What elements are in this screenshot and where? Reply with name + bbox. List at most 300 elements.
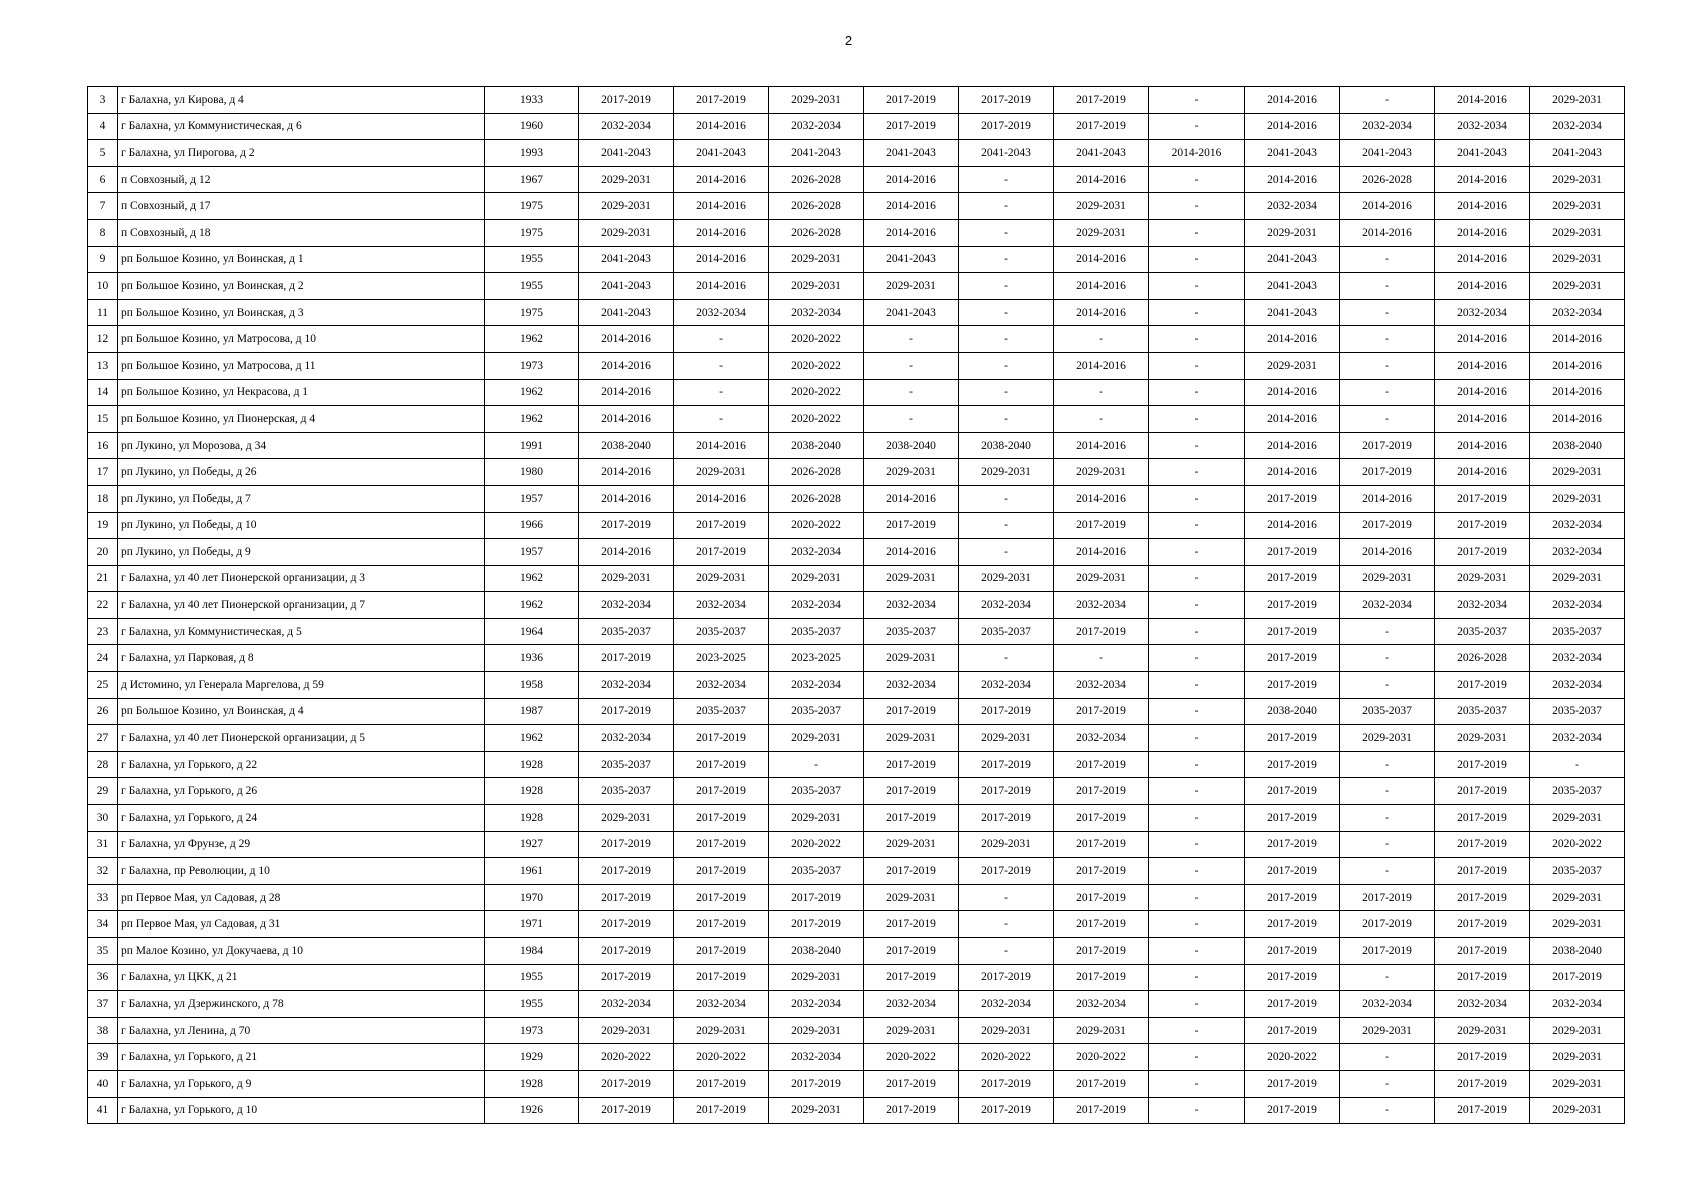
work-period-cell-8: 2017-2019	[1245, 831, 1340, 858]
work-period-cell-3: 2020-2022	[769, 326, 864, 353]
work-period-cell-4: 2041-2043	[864, 140, 959, 167]
row-number-cell: 15	[88, 406, 118, 433]
work-period-cell-3: 2032-2034	[769, 592, 864, 619]
work-period-cell-10: 2017-2019	[1435, 1070, 1530, 1097]
table-row	[88, 166, 1625, 193]
construction-year-cell: 1960	[485, 113, 579, 140]
construction-year-cell: 1929	[485, 1044, 579, 1071]
table-row	[88, 113, 1625, 140]
address-cell: рп Первое Мая, ул Садовая, д 28	[118, 884, 485, 911]
work-period-cell-4: 2029-2031	[864, 645, 959, 672]
construction-year-cell: 1970	[485, 884, 579, 911]
work-period-cell-1: 2029-2031	[579, 805, 674, 832]
work-period-cell-3: 2041-2043	[769, 140, 864, 167]
table-row	[88, 805, 1625, 832]
work-period-cell-7: -	[1149, 539, 1245, 566]
work-period-cell-5: 2029-2031	[959, 1017, 1054, 1044]
work-period-cell-11: 2029-2031	[1530, 87, 1625, 114]
work-period-cell-4: 2014-2016	[864, 219, 959, 246]
work-period-cell-2: 2032-2034	[674, 299, 769, 326]
work-period-cell-2: 2020-2022	[674, 1044, 769, 1071]
work-period-cell-5: 2032-2034	[959, 991, 1054, 1018]
work-period-cell-1: 2014-2016	[579, 539, 674, 566]
address-cell: г Балахна, ул 40 лет Пионерской организации, д 3	[118, 565, 485, 592]
work-period-cell-10: 2014-2016	[1435, 352, 1530, 379]
work-period-cell-7: -	[1149, 87, 1245, 114]
work-period-cell-10: 2032-2034	[1435, 991, 1530, 1018]
work-period-cell-9: 2029-2031	[1340, 1017, 1435, 1044]
work-period-cell-1: 2017-2019	[579, 698, 674, 725]
work-period-cell-6: 2029-2031	[1054, 219, 1149, 246]
work-period-cell-4: 2038-2040	[864, 432, 959, 459]
work-period-cell-8: 2029-2031	[1245, 219, 1340, 246]
work-period-cell-5: -	[959, 884, 1054, 911]
work-period-cell-2: 2023-2025	[674, 645, 769, 672]
work-period-cell-3: 2032-2034	[769, 1044, 864, 1071]
work-period-cell-10: 2017-2019	[1435, 884, 1530, 911]
work-period-cell-9: 2032-2034	[1340, 113, 1435, 140]
work-period-cell-2: 2017-2019	[674, 1097, 769, 1124]
work-period-cell-9: -	[1340, 778, 1435, 805]
address-cell: г Балахна, ул ЦКК, д 21	[118, 964, 485, 991]
construction-year-cell: 1975	[485, 193, 579, 220]
work-period-cell-2: 2032-2034	[674, 592, 769, 619]
work-period-cell-3: 2035-2037	[769, 698, 864, 725]
work-period-cell-9: -	[1340, 326, 1435, 353]
work-period-cell-11: 2029-2031	[1530, 273, 1625, 300]
work-period-cell-2: 2017-2019	[674, 512, 769, 539]
construction-year-cell: 1961	[485, 858, 579, 885]
work-period-cell-4: 2017-2019	[864, 964, 959, 991]
work-period-cell-2: -	[674, 379, 769, 406]
work-period-cell-1: 2014-2016	[579, 352, 674, 379]
construction-year-cell: 1962	[485, 406, 579, 433]
work-period-cell-10: 2029-2031	[1435, 1017, 1530, 1044]
work-period-cell-2: 2017-2019	[674, 725, 769, 752]
work-period-cell-2: 2014-2016	[674, 485, 769, 512]
row-number-cell: 31	[88, 831, 118, 858]
construction-year-cell: 1993	[485, 140, 579, 167]
work-period-cell-3: 2029-2031	[769, 1097, 864, 1124]
work-period-cell-8: 2029-2031	[1245, 352, 1340, 379]
work-period-cell-7: -	[1149, 911, 1245, 938]
work-period-cell-9: -	[1340, 299, 1435, 326]
work-period-cell-11: 2038-2040	[1530, 938, 1625, 965]
work-period-cell-10: 2017-2019	[1435, 672, 1530, 699]
work-period-cell-6: 2029-2031	[1054, 459, 1149, 486]
work-period-cell-11: 2014-2016	[1530, 326, 1625, 353]
row-number-cell: 24	[88, 645, 118, 672]
work-period-cell-5: 2035-2037	[959, 618, 1054, 645]
work-period-cell-10: 2017-2019	[1435, 1097, 1530, 1124]
work-period-cell-9: -	[1340, 672, 1435, 699]
work-period-cell-6: 2032-2034	[1054, 991, 1149, 1018]
work-period-cell-3: 2035-2037	[769, 618, 864, 645]
work-period-cell-9: 2026-2028	[1340, 166, 1435, 193]
work-period-cell-10: 2014-2016	[1435, 166, 1530, 193]
work-period-cell-9: -	[1340, 379, 1435, 406]
work-period-cell-9: -	[1340, 751, 1435, 778]
work-period-cell-2: -	[674, 352, 769, 379]
row-number-cell: 12	[88, 326, 118, 353]
work-period-cell-1: 2014-2016	[579, 485, 674, 512]
work-period-cell-8: 2017-2019	[1245, 1070, 1340, 1097]
work-period-cell-6: 2032-2034	[1054, 725, 1149, 752]
row-number-cell: 37	[88, 991, 118, 1018]
work-period-cell-6: 2014-2016	[1054, 485, 1149, 512]
table-row	[88, 87, 1625, 114]
work-period-cell-10: 2026-2028	[1435, 645, 1530, 672]
work-period-cell-11: 2035-2037	[1530, 778, 1625, 805]
work-period-cell-2: 2014-2016	[674, 193, 769, 220]
row-number-cell: 11	[88, 299, 118, 326]
construction-year-cell: 1967	[485, 166, 579, 193]
construction-year-cell: 1927	[485, 831, 579, 858]
row-number-cell: 21	[88, 565, 118, 592]
work-period-cell-7: -	[1149, 698, 1245, 725]
table-row	[88, 326, 1625, 353]
work-period-cell-11: 2014-2016	[1530, 379, 1625, 406]
table-row	[88, 751, 1625, 778]
work-period-cell-2: 2017-2019	[674, 87, 769, 114]
construction-year-cell: 1955	[485, 964, 579, 991]
work-period-cell-11: 2032-2034	[1530, 672, 1625, 699]
work-period-cell-4: 2017-2019	[864, 512, 959, 539]
work-period-cell-9: -	[1340, 406, 1435, 433]
work-period-cell-2: -	[674, 326, 769, 353]
row-number-cell: 28	[88, 751, 118, 778]
work-period-cell-7: -	[1149, 459, 1245, 486]
address-cell: г Балахна, ул Горького, д 21	[118, 1044, 485, 1071]
work-period-cell-6: 2029-2031	[1054, 565, 1149, 592]
work-period-cell-9: -	[1340, 1044, 1435, 1071]
work-period-cell-10: 2014-2016	[1435, 326, 1530, 353]
work-period-cell-2: 2029-2031	[674, 459, 769, 486]
work-period-cell-9: 2017-2019	[1340, 512, 1435, 539]
row-number-cell: 7	[88, 193, 118, 220]
work-period-cell-9: 2035-2037	[1340, 698, 1435, 725]
work-period-cell-11: 2029-2031	[1530, 911, 1625, 938]
work-period-cell-8: 2017-2019	[1245, 1017, 1340, 1044]
work-period-cell-3: 2017-2019	[769, 884, 864, 911]
work-period-cell-8: 2032-2034	[1245, 193, 1340, 220]
work-period-cell-2: 2029-2031	[674, 565, 769, 592]
work-period-cell-5: 2017-2019	[959, 698, 1054, 725]
table-row	[88, 406, 1625, 433]
work-period-cell-4: 2029-2031	[864, 459, 959, 486]
work-period-cell-4: -	[864, 326, 959, 353]
work-period-cell-5: -	[959, 539, 1054, 566]
work-period-cell-5: 2029-2031	[959, 831, 1054, 858]
table-row	[88, 512, 1625, 539]
row-number-cell: 20	[88, 539, 118, 566]
row-number-cell: 13	[88, 352, 118, 379]
table-row	[88, 193, 1625, 220]
work-period-cell-8: 2017-2019	[1245, 991, 1340, 1018]
work-period-cell-9: -	[1340, 805, 1435, 832]
work-period-cell-3: 2038-2040	[769, 938, 864, 965]
work-period-cell-11: 2029-2031	[1530, 193, 1625, 220]
table-row	[88, 1097, 1625, 1124]
work-period-cell-10: 2014-2016	[1435, 459, 1530, 486]
row-number-cell: 32	[88, 858, 118, 885]
work-period-cell-2: 2014-2016	[674, 113, 769, 140]
work-period-cell-8: 2017-2019	[1245, 539, 1340, 566]
work-period-cell-1: 2032-2034	[579, 725, 674, 752]
work-period-cell-6: 2017-2019	[1054, 858, 1149, 885]
work-period-cell-7: -	[1149, 219, 1245, 246]
work-period-cell-3: 2026-2028	[769, 166, 864, 193]
work-period-cell-4: 2029-2031	[864, 884, 959, 911]
work-period-cell-1: 2029-2031	[579, 166, 674, 193]
work-period-cell-6: 2017-2019	[1054, 964, 1149, 991]
work-period-cell-8: 2020-2022	[1245, 1044, 1340, 1071]
work-period-cell-11: 2032-2034	[1530, 539, 1625, 566]
address-cell: рп Большое Козино, ул Матросова, д 11	[118, 352, 485, 379]
work-period-cell-6: 2017-2019	[1054, 805, 1149, 832]
table-row	[88, 938, 1625, 965]
work-period-cell-9: -	[1340, 352, 1435, 379]
work-period-cell-3: 2020-2022	[769, 352, 864, 379]
work-period-cell-5: -	[959, 219, 1054, 246]
work-period-cell-10: 2032-2034	[1435, 299, 1530, 326]
work-period-cell-3: 2023-2025	[769, 645, 864, 672]
work-period-cell-6: 2014-2016	[1054, 352, 1149, 379]
work-period-cell-11: 2029-2031	[1530, 1097, 1625, 1124]
work-period-cell-7: -	[1149, 193, 1245, 220]
construction-year-cell: 1955	[485, 273, 579, 300]
work-period-cell-4: 2029-2031	[864, 1017, 959, 1044]
construction-year-cell: 1928	[485, 751, 579, 778]
work-period-cell-8: 2014-2016	[1245, 432, 1340, 459]
work-period-cell-2: 2017-2019	[674, 751, 769, 778]
row-number-cell: 33	[88, 884, 118, 911]
work-period-cell-9: -	[1340, 618, 1435, 645]
work-period-cell-4: 2041-2043	[864, 299, 959, 326]
work-period-cell-10: 2017-2019	[1435, 778, 1530, 805]
construction-year-cell: 1928	[485, 805, 579, 832]
address-cell: г Балахна, ул Горького, д 26	[118, 778, 485, 805]
work-period-cell-6: 2029-2031	[1054, 1017, 1149, 1044]
work-period-cell-3: 2020-2022	[769, 406, 864, 433]
work-period-cell-1: 2017-2019	[579, 911, 674, 938]
work-period-cell-7: -	[1149, 113, 1245, 140]
work-period-cell-8: 2017-2019	[1245, 805, 1340, 832]
work-period-cell-10: 2017-2019	[1435, 1044, 1530, 1071]
work-period-cell-7: -	[1149, 1017, 1245, 1044]
work-period-cell-1: 2032-2034	[579, 592, 674, 619]
work-period-cell-7: -	[1149, 725, 1245, 752]
work-period-cell-1: 2032-2034	[579, 991, 674, 1018]
work-period-cell-9: -	[1340, 831, 1435, 858]
work-period-cell-9: 2029-2031	[1340, 725, 1435, 752]
work-period-cell-2: 2017-2019	[674, 884, 769, 911]
work-period-cell-11: 2038-2040	[1530, 432, 1625, 459]
row-number-cell: 18	[88, 485, 118, 512]
work-period-cell-10: 2014-2016	[1435, 246, 1530, 273]
work-period-cell-6: 2029-2031	[1054, 193, 1149, 220]
work-period-cell-11: 2029-2031	[1530, 1070, 1625, 1097]
work-period-cell-6: 2017-2019	[1054, 512, 1149, 539]
address-cell: г Балахна, ул Горького, д 24	[118, 805, 485, 832]
work-period-cell-4: 2017-2019	[864, 751, 959, 778]
work-period-cell-8: 2014-2016	[1245, 326, 1340, 353]
table-row	[88, 1044, 1625, 1071]
work-period-cell-2: 2017-2019	[674, 539, 769, 566]
address-cell: г Балахна, ул Дзержинского, д 78	[118, 991, 485, 1018]
work-period-cell-10: 2014-2016	[1435, 406, 1530, 433]
work-period-cell-10: 2035-2037	[1435, 618, 1530, 645]
address-cell: рп Лукино, ул Победы, д 9	[118, 539, 485, 566]
work-period-cell-2: 2032-2034	[674, 672, 769, 699]
work-period-cell-7: -	[1149, 273, 1245, 300]
work-period-cell-2: 2017-2019	[674, 778, 769, 805]
address-cell: г Балахна, ул Коммунистическая, д 5	[118, 618, 485, 645]
work-period-cell-10: 2014-2016	[1435, 432, 1530, 459]
work-period-cell-1: 2014-2016	[579, 326, 674, 353]
work-period-cell-5: 2017-2019	[959, 751, 1054, 778]
work-period-cell-11: 2029-2031	[1530, 805, 1625, 832]
work-period-cell-9: 2014-2016	[1340, 219, 1435, 246]
work-period-cell-4: 2017-2019	[864, 1097, 959, 1124]
work-period-cell-1: 2029-2031	[579, 219, 674, 246]
table-row	[88, 432, 1625, 459]
work-period-cell-3: 2017-2019	[769, 1070, 864, 1097]
work-period-cell-7: -	[1149, 831, 1245, 858]
work-period-cell-2: 2017-2019	[674, 831, 769, 858]
work-period-cell-5: -	[959, 273, 1054, 300]
work-period-cell-9: 2017-2019	[1340, 911, 1435, 938]
work-period-cell-3: 2020-2022	[769, 512, 864, 539]
work-period-cell-7: -	[1149, 778, 1245, 805]
work-period-cell-2: 2014-2016	[674, 166, 769, 193]
work-period-cell-1: 2032-2034	[579, 672, 674, 699]
work-period-cell-11: 2032-2034	[1530, 299, 1625, 326]
row-number-cell: 40	[88, 1070, 118, 1097]
work-period-cell-1: 2017-2019	[579, 645, 674, 672]
construction-year-cell: 1964	[485, 618, 579, 645]
construction-year-cell: 1962	[485, 592, 579, 619]
work-period-cell-4: 2032-2034	[864, 672, 959, 699]
construction-year-cell: 1957	[485, 485, 579, 512]
work-period-cell-9: -	[1340, 246, 1435, 273]
work-period-cell-2: 2014-2016	[674, 219, 769, 246]
row-number-cell: 10	[88, 273, 118, 300]
construction-year-cell: 1928	[485, 1070, 579, 1097]
work-period-cell-8: 2017-2019	[1245, 592, 1340, 619]
work-period-cell-11: 2029-2031	[1530, 1017, 1625, 1044]
work-period-cell-3: 2029-2031	[769, 87, 864, 114]
table-row	[88, 991, 1625, 1018]
table-row	[88, 140, 1625, 167]
work-period-cell-9: 2029-2031	[1340, 565, 1435, 592]
work-period-cell-2: -	[674, 406, 769, 433]
work-period-cell-9: -	[1340, 858, 1435, 885]
work-period-cell-1: 2017-2019	[579, 938, 674, 965]
work-period-cell-7: 2014-2016	[1149, 140, 1245, 167]
work-period-cell-3: 2026-2028	[769, 219, 864, 246]
work-period-cell-2: 2035-2037	[674, 618, 769, 645]
work-period-cell-5: 2041-2043	[959, 140, 1054, 167]
work-period-cell-8: 2041-2043	[1245, 140, 1340, 167]
work-period-cell-11: 2020-2022	[1530, 831, 1625, 858]
work-period-cell-5: 2032-2034	[959, 592, 1054, 619]
work-period-cell-2: 2032-2034	[674, 991, 769, 1018]
table-row	[88, 1070, 1625, 1097]
table-row	[88, 273, 1625, 300]
work-period-cell-2: 2014-2016	[674, 432, 769, 459]
work-period-cell-5: -	[959, 326, 1054, 353]
work-period-cell-11: 2029-2031	[1530, 219, 1625, 246]
work-period-cell-11: 2029-2031	[1530, 459, 1625, 486]
work-period-cell-3: 2032-2034	[769, 672, 864, 699]
work-period-cell-10: 2017-2019	[1435, 964, 1530, 991]
address-cell: п Совхозный, д 18	[118, 219, 485, 246]
work-period-cell-3: 2038-2040	[769, 432, 864, 459]
address-cell: г Балахна, ул Горького, д 22	[118, 751, 485, 778]
work-period-cell-3: -	[769, 751, 864, 778]
work-period-cell-8: 2017-2019	[1245, 672, 1340, 699]
row-number-cell: 39	[88, 1044, 118, 1071]
work-period-cell-6: -	[1054, 406, 1149, 433]
work-period-cell-11: 2029-2031	[1530, 166, 1625, 193]
row-number-cell: 30	[88, 805, 118, 832]
work-period-cell-6: 2017-2019	[1054, 87, 1149, 114]
table-row	[88, 592, 1625, 619]
repair-schedule-table	[87, 86, 1625, 1124]
work-period-cell-10: 2014-2016	[1435, 193, 1530, 220]
table-row	[88, 778, 1625, 805]
work-period-cell-5: -	[959, 166, 1054, 193]
work-period-cell-9: 2014-2016	[1340, 539, 1435, 566]
work-period-cell-5: 2020-2022	[959, 1044, 1054, 1071]
work-period-cell-4: 2017-2019	[864, 113, 959, 140]
work-period-cell-4: 2032-2034	[864, 991, 959, 1018]
address-cell: рп Лукино, ул Победы, д 10	[118, 512, 485, 539]
work-period-cell-7: -	[1149, 1044, 1245, 1071]
work-period-cell-6: -	[1054, 326, 1149, 353]
construction-year-cell: 1971	[485, 911, 579, 938]
work-period-cell-11: 2041-2043	[1530, 140, 1625, 167]
work-period-cell-6: 2014-2016	[1054, 166, 1149, 193]
work-period-cell-1: 2017-2019	[579, 858, 674, 885]
work-period-cell-1: 2041-2043	[579, 299, 674, 326]
work-period-cell-1: 2035-2037	[579, 751, 674, 778]
work-period-cell-8: 2017-2019	[1245, 485, 1340, 512]
work-period-cell-3: 2032-2034	[769, 539, 864, 566]
table-row	[88, 246, 1625, 273]
work-period-cell-3: 2035-2037	[769, 778, 864, 805]
work-period-cell-4: 2014-2016	[864, 539, 959, 566]
work-period-cell-6: 2017-2019	[1054, 1070, 1149, 1097]
address-cell: г Балахна, ул Горького, д 10	[118, 1097, 485, 1124]
construction-year-cell: 1957	[485, 539, 579, 566]
construction-year-cell: 1973	[485, 352, 579, 379]
address-cell: рп Лукино, ул Победы, д 26	[118, 459, 485, 486]
work-period-cell-9: 2017-2019	[1340, 432, 1435, 459]
work-period-cell-9: -	[1340, 964, 1435, 991]
work-period-cell-8: 2041-2043	[1245, 273, 1340, 300]
work-period-cell-6: 2017-2019	[1054, 938, 1149, 965]
work-period-cell-3: 2032-2034	[769, 991, 864, 1018]
work-period-cell-5: -	[959, 512, 1054, 539]
work-period-cell-10: 2032-2034	[1435, 113, 1530, 140]
construction-year-cell: 1966	[485, 512, 579, 539]
work-period-cell-8: 2041-2043	[1245, 299, 1340, 326]
work-period-cell-7: -	[1149, 805, 1245, 832]
work-period-cell-1: 2017-2019	[579, 884, 674, 911]
page-number: 2	[844, 33, 853, 48]
